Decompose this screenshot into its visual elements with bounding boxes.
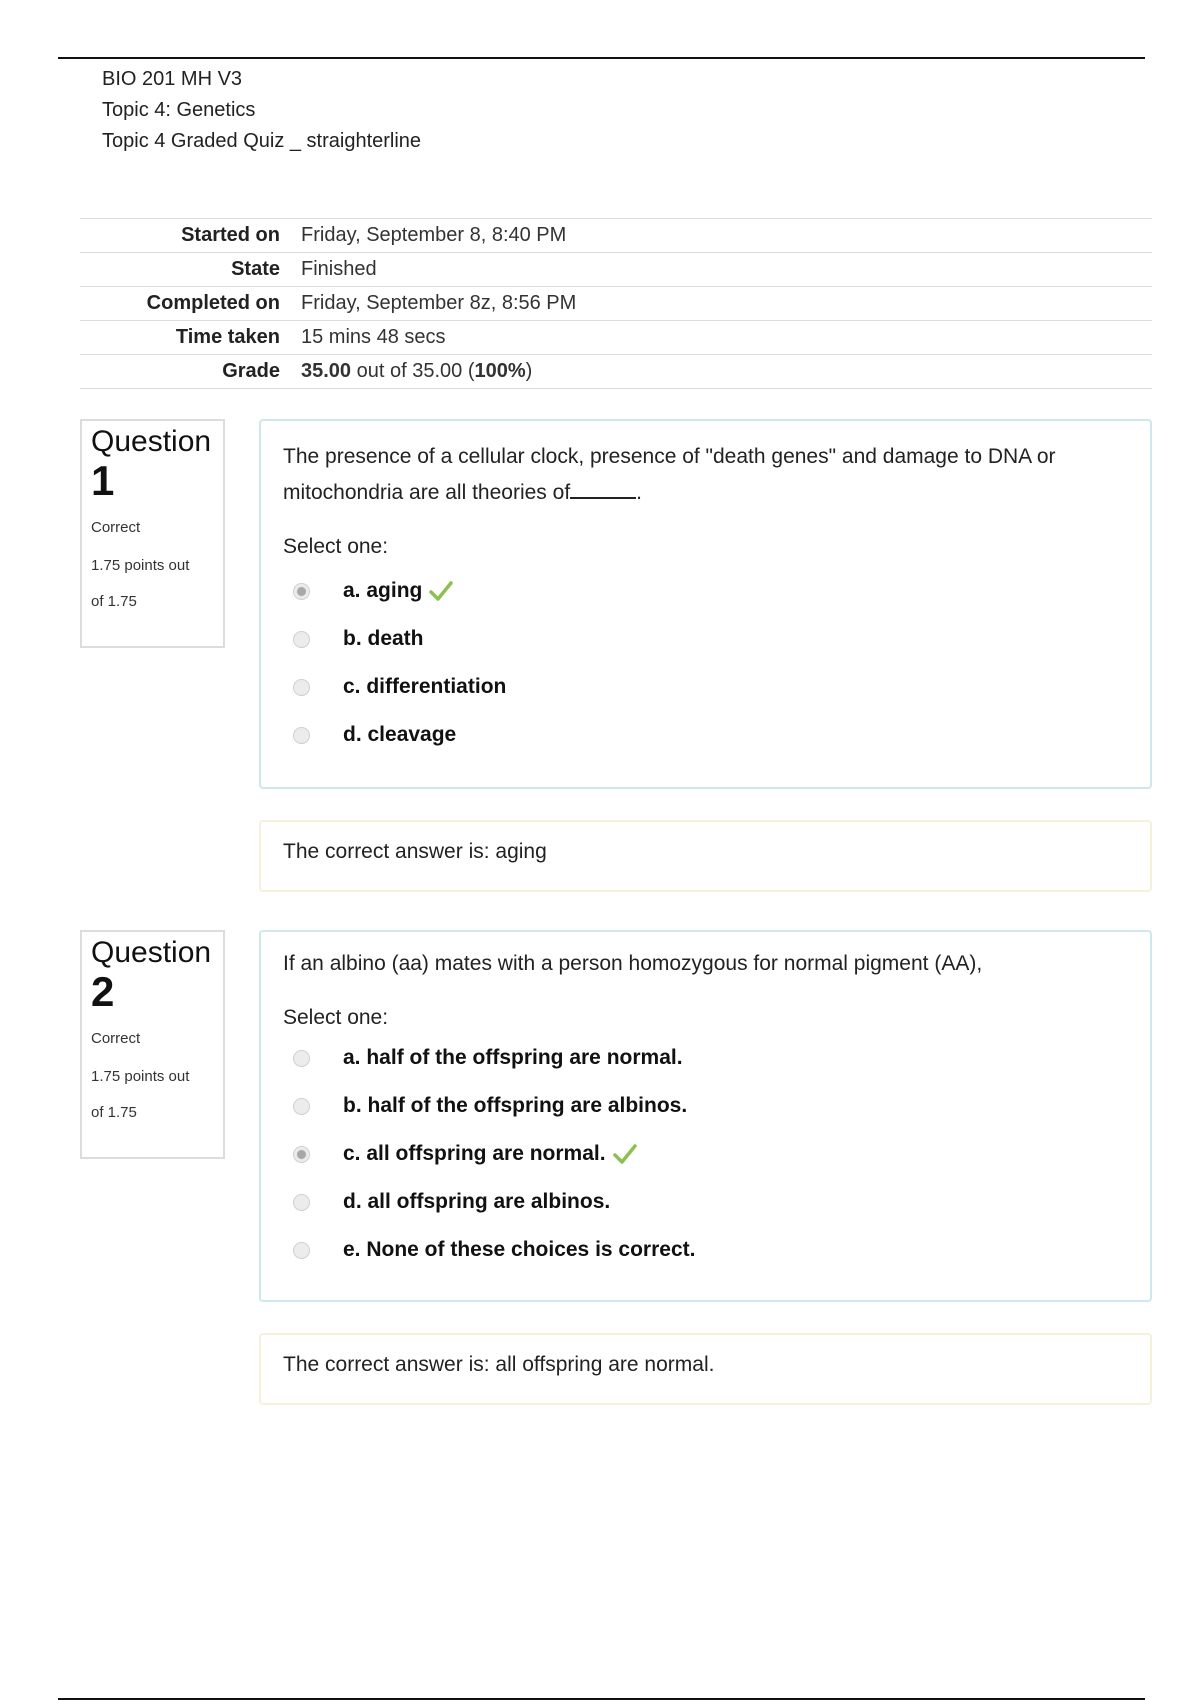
summary-row-state bbox=[80, 253, 1152, 287]
select-prompt: Select one: bbox=[283, 1006, 389, 1029]
grade-percent: 100% bbox=[474, 360, 526, 382]
question-2-content bbox=[259, 930, 1152, 1302]
question-word: Question bbox=[91, 425, 212, 458]
question-text-body: The presence of a cellular clock, presence of "death genes" and damage to DNA or mitochondria are all theories of bbox=[283, 445, 1056, 504]
answer-option-e[interactable] bbox=[283, 1226, 1128, 1274]
question-1-content bbox=[259, 419, 1152, 789]
question-grade-line2: of 1.75 bbox=[91, 1104, 137, 1121]
summary-value: Finished bbox=[301, 258, 377, 280]
radio-icon[interactable] bbox=[293, 631, 310, 648]
summary-row-time bbox=[80, 321, 1152, 355]
question-2-info bbox=[80, 930, 225, 1159]
answer-blank bbox=[570, 479, 636, 499]
answer-option-d[interactable] bbox=[283, 711, 1128, 759]
answer-option-a[interactable] bbox=[283, 567, 1128, 615]
answer-option-d[interactable] bbox=[283, 1178, 1128, 1226]
radio-icon[interactable] bbox=[293, 1194, 310, 1211]
question-2-feedback: The correct answer is: all offspring are normal. bbox=[259, 1333, 1152, 1405]
summary-label: Completed on bbox=[146, 292, 280, 314]
radio-icon[interactable] bbox=[293, 583, 310, 600]
question-grade-line2: of 1.75 bbox=[91, 593, 137, 610]
radio-icon[interactable] bbox=[293, 1098, 310, 1115]
answer-label: a. aging bbox=[343, 579, 423, 602]
summary-row-grade bbox=[80, 355, 1152, 389]
summary-value: Friday, September 8, 8:40 PM bbox=[301, 224, 567, 246]
question-grade bbox=[91, 1059, 214, 1131]
radio-icon[interactable] bbox=[293, 1050, 310, 1067]
question-text: If an albino (aa) mates with a person homozygous for normal pigment (AA), bbox=[283, 952, 983, 975]
summary-label: Started on bbox=[181, 224, 280, 246]
question-1-feedback: The correct answer is: aging bbox=[259, 820, 1152, 892]
answer-label: e. None of these choices is correct. bbox=[343, 1238, 696, 1261]
grade-close: ) bbox=[525, 360, 533, 382]
summary-row-started bbox=[80, 219, 1152, 253]
question-number: 2 bbox=[91, 968, 115, 1015]
question-state: Correct bbox=[91, 1030, 141, 1047]
grade-score: 35.00 bbox=[301, 360, 352, 382]
question-text bbox=[283, 439, 1128, 511]
question-grade-line1: 1.75 points out bbox=[91, 1068, 190, 1085]
radio-icon[interactable] bbox=[293, 1242, 310, 1259]
grade-value bbox=[301, 355, 1152, 389]
radio-icon[interactable] bbox=[293, 727, 310, 744]
select-prompt: Select one: bbox=[283, 535, 389, 558]
radio-icon[interactable] bbox=[293, 679, 310, 696]
answer-label: d. cleavage bbox=[343, 723, 457, 746]
topic-title: Topic 4: Genetics bbox=[102, 99, 256, 121]
summary-label: Time taken bbox=[175, 326, 280, 348]
question-1-info bbox=[80, 419, 225, 648]
check-icon bbox=[428, 580, 454, 602]
summary-row-completed bbox=[80, 287, 1152, 321]
attempt-summary-table bbox=[80, 218, 1152, 389]
radio-icon[interactable] bbox=[293, 1146, 310, 1163]
summary-value: Friday, September 8z, 8:56 PM bbox=[301, 292, 577, 314]
answer-option-c[interactable] bbox=[283, 1130, 1128, 1178]
answer-option-b[interactable] bbox=[283, 615, 1128, 663]
answer-label: c. differentiation bbox=[343, 675, 507, 698]
document-header bbox=[102, 64, 421, 157]
question-state: Correct bbox=[91, 519, 141, 536]
answer-label: b. half of the offspring are albinos. bbox=[343, 1094, 688, 1117]
answer-label: b. death bbox=[343, 627, 424, 650]
question-word: Question bbox=[91, 936, 212, 969]
check-icon bbox=[612, 1143, 638, 1165]
summary-label: Grade bbox=[222, 360, 280, 382]
answer-option-b[interactable] bbox=[283, 1082, 1128, 1130]
answer-label: d. all offspring are albinos. bbox=[343, 1190, 611, 1213]
question-number: 1 bbox=[91, 457, 115, 504]
course-code: BIO 201 MH V3 bbox=[102, 68, 243, 90]
summary-label: State bbox=[231, 258, 280, 280]
answer-label: c. all offspring are normal. bbox=[343, 1142, 606, 1165]
top-rule bbox=[58, 57, 1145, 59]
quiz-title: Topic 4 Graded Quiz _ straighterline bbox=[102, 130, 422, 152]
question-grade-line1: 1.75 points out bbox=[91, 557, 190, 574]
question-grade bbox=[91, 548, 214, 620]
grade-out-of: out of 35.00 ( bbox=[351, 360, 475, 382]
answer-label: a. half of the offspring are normal. bbox=[343, 1046, 683, 1069]
question-text-end: . bbox=[636, 481, 642, 504]
summary-value: 15 mins 48 secs bbox=[301, 326, 446, 348]
answer-option-a[interactable] bbox=[283, 1034, 1128, 1082]
answer-option-c[interactable] bbox=[283, 663, 1128, 711]
